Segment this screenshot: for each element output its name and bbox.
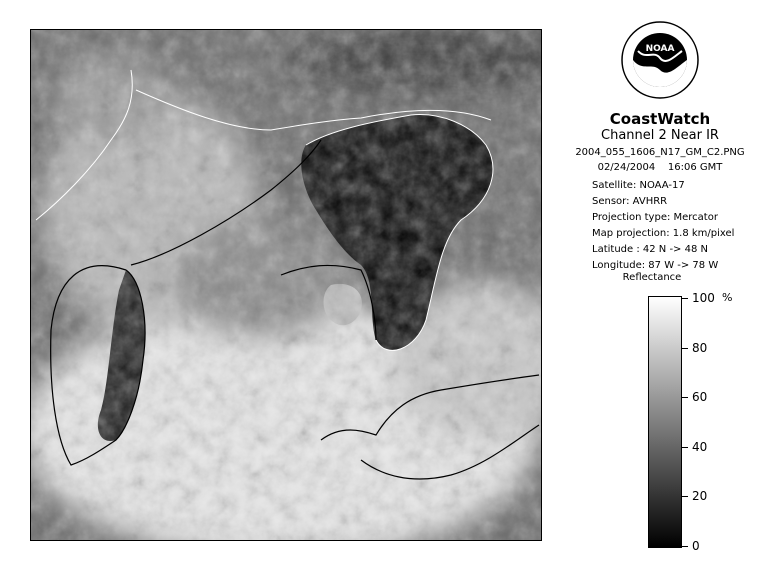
channel-name: Channel 2 Near IR (601, 128, 719, 143)
reflectance-map (31, 30, 541, 540)
acquisition-datetime: 02/24/2004 16:06 GMT (597, 162, 723, 173)
logo-text: NOAA (645, 44, 675, 54)
satellite-image (30, 29, 542, 541)
colorbar-tick (682, 546, 688, 547)
colorbar-tick-label: 20 (692, 489, 708, 504)
map-projection-label: Map projection: 1.8 km/pixel (592, 228, 735, 239)
colorbar-tick-label: 0 (692, 539, 700, 553)
colorbar-tick (682, 496, 688, 497)
colorbar-tick-label: 40 (692, 439, 708, 454)
projection-type-label: Projection type: Mercator (592, 212, 718, 223)
satellite-label: Satellite: NOAA-17 (592, 180, 685, 191)
sensor-label: Sensor: AVHRR (592, 196, 668, 207)
image-texture (31, 30, 541, 540)
colorbar-tick-label: 80 (692, 340, 708, 355)
brand-title: CoastWatch (609, 110, 711, 128)
colorbar-tick (682, 447, 688, 448)
colorbar-tick-label: 60 (692, 390, 708, 405)
colorbar-tick (682, 348, 688, 349)
colorbar-tick (682, 397, 688, 398)
colorbar-tick-label: 100 (692, 291, 715, 305)
colorbar-title: Reflectance (622, 272, 682, 283)
longitude-label: Longitude: 87 W -> 78 W (592, 260, 719, 271)
reflectance-colorbar (648, 296, 682, 548)
latitude-label: Latitude : 42 N -> 48 N (592, 244, 708, 255)
file-name: 2004_055_1606_N17_GM_C2.PNG (575, 147, 745, 158)
colorbar-tick (682, 298, 688, 299)
colorbar-unit: % (722, 291, 733, 304)
noaa-logo (620, 20, 700, 100)
